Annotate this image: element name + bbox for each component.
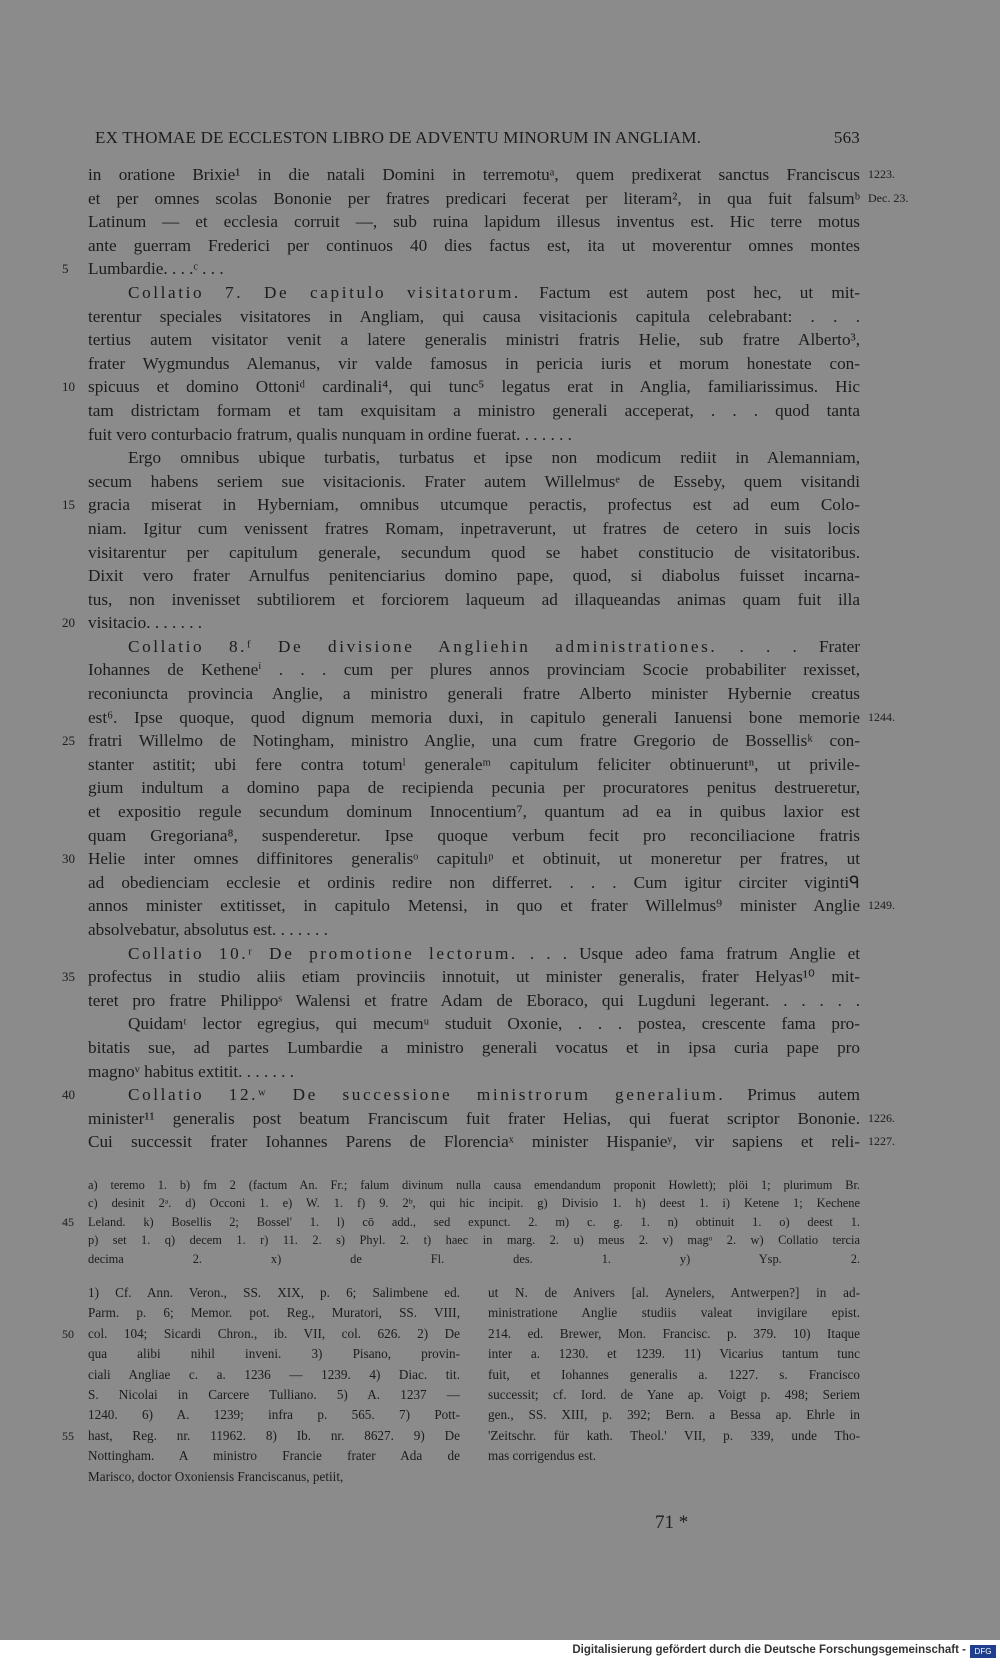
note-line — [88, 1385, 460, 1405]
dfg-logo: DFG — [970, 1645, 996, 1658]
line-text: mas corrigendus est. — [488, 1448, 597, 1464]
text-line — [88, 328, 860, 352]
text-line — [88, 635, 860, 659]
sheet-signature: 71 * — [655, 1512, 689, 1533]
text-line — [88, 1012, 860, 1036]
margin-date: 1226. — [868, 1110, 895, 1125]
line-text: ad obedienciam ecclesie et ordinis redire non differret. . . . Cum igitur circiter vigintiᑫ — [88, 872, 860, 892]
text-line — [88, 942, 860, 966]
line-text: spicuus et domino Ottoniᵈ cardinali⁴, qui tunc⁵ legatus erat in Anglia, familiarissimus. Hic — [88, 377, 860, 397]
line-text: tam districtam formam et tam exquisitam a ministro generali acceperat, . . . quod tanta — [88, 400, 860, 420]
apparatus-line — [88, 1250, 860, 1268]
line-number: 15 — [62, 497, 75, 513]
text-line — [88, 541, 860, 565]
line-text: stanter astitit; ubi fere contra totumˡ generaleᵐ capitulum feliciter obtinueruntⁿ, ut privile- — [88, 754, 860, 774]
text-line — [88, 163, 895, 187]
line-text: annos minister extitisset, in capitulo Metensi, in quo et frater Willelmus⁹ minister Anglie — [88, 896, 860, 916]
line-text: Nottingham. A ministro Francie frater Ada de — [88, 1448, 460, 1464]
line-text: minister¹¹ generalis post beatum Franciscum fuit frater Helias, qui fuerat scriptor Bononie. — [88, 1108, 860, 1128]
line-number: 25 — [62, 733, 75, 749]
text-line — [62, 257, 860, 281]
line-text: bitatis sue, ad partes Lumbardie a ministro generali vocatus et in ipsa curia pape pro — [88, 1037, 860, 1057]
apparatus-line — [62, 1213, 860, 1231]
text-line — [88, 894, 895, 918]
line-text: Iohannes de Ketheneⁱ . . . cum per plures annos provinciam Scocie probabiliter rexisset, — [88, 660, 860, 680]
line-text: quam Gregoriana⁸, suspenderetur. Ipse quoque verbum fecit pro reconciliacione fratris — [88, 825, 860, 845]
line-text: col. 104; Sicardi Chron., ib. VII, col. 626. 2) De — [88, 1325, 460, 1341]
section-heading: Collatio 8.ᶠ De divisione Angliehin administrationes. — [128, 636, 718, 656]
note-line — [88, 1344, 460, 1364]
line-number: 40 — [62, 1087, 75, 1103]
line-text: visitarentur per capitulum generale, secundum quod se habet constitucio de visitatoribus. — [88, 542, 860, 562]
line-text: qua alibi nihil inveni. 3) Pisano, provin- — [88, 1346, 460, 1362]
text-line — [62, 847, 860, 871]
text-line — [88, 423, 860, 447]
text-line — [88, 1107, 895, 1131]
line-number: 35 — [62, 969, 75, 985]
line-text: tertius autem visitator venit a latere generalis ministri fratris Helie, sub fratre Alberto³, — [88, 330, 860, 350]
line-number: 5 — [62, 261, 69, 277]
note-line — [488, 1405, 860, 1425]
line-number: 45 — [62, 1214, 74, 1229]
note-line — [88, 1303, 460, 1323]
line-text: Latinum — et ecclesia corruit —, sub ruina lapidum illesus inventus est. Hic terre motus — [88, 212, 860, 232]
line-text: gen., SS. XIII, p. 392; Bern. a Bessa ap. Ehrle in — [488, 1407, 860, 1423]
text-line — [88, 800, 860, 824]
line-text: visitacio. . . . . . . — [88, 613, 203, 633]
text-line — [88, 871, 860, 895]
notes-right-column — [488, 1283, 860, 1467]
text-line — [88, 776, 860, 800]
line-text: Marisco, doctor Oxoniensis Franciscanus, petiit, — [88, 1468, 344, 1484]
line-text: teret pro fratre Philippoˢ Walensi et fratre Adam de Eboraco, qui Lugduni legerant. . . . . . — [88, 990, 860, 1010]
note-line — [488, 1324, 860, 1344]
note-line — [488, 1344, 860, 1364]
text-line — [88, 305, 860, 329]
line-text: frater Wygmundus Alemanus, vir valde famosus in pericia iuris et morum honestate con- — [88, 353, 860, 373]
margin-date: 1223. — [868, 167, 895, 181]
section-heading: Collatio 10.ʳ De promotione lectorum. — [128, 943, 518, 963]
line-text: Cui successit frater Iohannes Parens de Florenciaˣ minister Hispanieʸ, vir sapiens et reli- — [88, 1132, 860, 1152]
note-line — [488, 1283, 860, 1303]
line-text: gracia miserat in Hyberniam, omnibus utcumque peractis, profectus est ad eum Colo- — [88, 495, 860, 515]
line-text: a) teremo 1. b) fm 2 (factum An. Fr.; falum divinum nulla causa emendandum proponit Howlett); plöi 1; plurimum Br. — [88, 1178, 860, 1192]
credit-text: Digitalisierung gefördert durch die Deutsche Forschungsgemeinschaft - — [572, 1644, 966, 1656]
line-number: 20 — [62, 615, 75, 631]
note-line — [88, 1365, 460, 1385]
line-text: fuit, et Iohannes generalis a. 1227. s. Francisco — [488, 1366, 860, 1382]
apparatus-line — [88, 1176, 860, 1194]
line-text: 214. ed. Brewer, Mon. Francisc. p. 379. 10) Itaque — [488, 1325, 860, 1341]
text-line — [88, 824, 860, 848]
text-line — [88, 210, 860, 234]
line-text: . . . Usque adeo fama fratrum Anglie et — [517, 943, 861, 963]
text-line — [62, 493, 860, 517]
text-line — [88, 352, 860, 376]
text-line — [88, 682, 860, 706]
digitization-credit — [0, 1640, 1000, 1664]
text-line — [88, 1036, 860, 1060]
line-text: magnoᵛ habitus extitit. . . . . . . — [88, 1061, 295, 1081]
line-text: Helie inter omnes diffinitores generalisᵒ capitulıᵖ et obtinuit, ut moneretur per fratres, ut — [88, 849, 860, 869]
line-text: hast, Reg. nr. 11962. 8) Ib. nr. 8627. 9) De — [88, 1427, 460, 1443]
margin-date: 1244. — [868, 709, 895, 724]
line-text: ante guerram Frederici per continuos 40 dies factus est, ita ut moverentur omnes montes — [88, 235, 860, 255]
line-number: 30 — [62, 851, 75, 867]
note-line — [488, 1385, 860, 1405]
note-line — [488, 1446, 860, 1466]
line-text: inter a. 1230. et 1239. 11) Vicarius tantum tunc — [488, 1346, 860, 1362]
note-line — [488, 1365, 860, 1385]
note-line — [488, 1303, 860, 1323]
line-text: Primus autem — [725, 1085, 860, 1105]
text-line — [88, 234, 860, 258]
line-text: fuit vero conturbacio fratrum, qualis nunquam in ordine fuerat. . . . . . . — [88, 424, 572, 444]
line-text: ministratione Anglie studiis valeat invigilare epist. — [488, 1305, 860, 1321]
page-number: 563 — [833, 128, 860, 147]
line-number: 50 — [62, 1326, 74, 1341]
text-line — [88, 989, 860, 1013]
line-text: est⁶. Ipse quoque, quod dignum memoria duxi, in capitulo generali Ianuensi bone memorie — [88, 707, 860, 727]
note-line — [62, 1426, 460, 1446]
text-line — [88, 918, 860, 942]
line-text: niam. Igitur cum venissent fratres Romam, inpetraverunt, ut fratres de cetero in suis locis — [88, 518, 860, 538]
line-text: p) set 1. q) decem 1. r) 11. 2. s) Phyl. 2. t) haec in marg. 2. u) meus 2. v) magᵒ 2. w) Collatio tercia — [88, 1233, 860, 1248]
header-title: EX THOMAE DE ECCLESTON LIBRO DE ADVENTU MINORUM IN ANGLIAM. — [95, 128, 702, 147]
line-text: tus, non invenisset subtiliorem et forciorem laqueum ad illaqueandas animas quam fuit illa — [88, 589, 860, 609]
line-text: 1240. 6) A. 1239; infra p. 565. 7) Pott- — [88, 1407, 460, 1423]
line-text: successit; cf. Iord. de Yane ap. Voigt p. 498; Seriem — [488, 1387, 860, 1403]
text-line — [88, 564, 860, 588]
margin-date: 1249. — [868, 898, 895, 913]
main-text — [62, 163, 909, 1154]
text-line — [62, 611, 860, 635]
text-line — [88, 706, 895, 730]
line-text: . . . Frater — [717, 636, 860, 656]
line-text: Dixit vero frater Arnulfus penitenciarius domino pape, quod, si diabolus fuisset incarna- — [88, 566, 860, 586]
line-text: c) desinit 2ᵃ. d) Occoni 1. e) W. 1. f) 9. 2ᵇ, qui hic incipit. g) Divisio 1. h) deest 1. i) Ketene 1; Kechene — [88, 1196, 860, 1211]
note-line — [88, 1405, 460, 1425]
line-number: 10 — [62, 379, 75, 395]
line-text: decima 2. x) de Fl. des. 1. y) Ysp. 2. — [88, 1251, 860, 1266]
line-text: fratri Willelmo de Notingham, ministro Anglie, una cum fratre Gregorio de Bossellisᵏ con- — [88, 731, 860, 751]
text-line — [88, 281, 860, 305]
apparatus-line — [88, 1231, 860, 1249]
text-line — [88, 588, 860, 612]
line-text: Quidamᵗ lector egregius, qui mecumᵘ studuit Oxonie, . . . postea, crescente fama pro- — [128, 1014, 860, 1034]
line-text: terentur speciales visitatores in Angliam, qui causa visitacionis capitula celebrabant: . . . — [88, 306, 860, 326]
text-line — [62, 375, 860, 399]
line-text: Parm. p. 6; Memor. pot. Reg., Muratori, SS. VIII, — [88, 1305, 460, 1321]
line-text: secum habens seriem sue visitacionis. Frater autem Willelmusᵉ de Esseby, quem visitandi — [88, 471, 860, 491]
text-line — [88, 1130, 895, 1154]
line-text: 1) Cf. Ann. Veron., SS. XIX, p. 6; Salimbene ed. — [88, 1285, 460, 1300]
text-line — [88, 399, 860, 423]
line-text: ciali Angliae c. a. 1236 — 1239. 4) Diac. tit. — [88, 1366, 460, 1382]
note-line — [88, 1446, 460, 1466]
note-line — [488, 1426, 860, 1446]
text-line — [62, 729, 860, 753]
note-line — [88, 1467, 460, 1487]
text-line — [88, 658, 860, 682]
line-text: Factum est autem post hec, ut mit- — [520, 282, 860, 302]
text-line — [88, 470, 860, 494]
line-text: Ergo omnibus ubique turbatis, turbatus et ipse non modicum rediit in Alemanniam, — [128, 448, 860, 468]
text-line — [88, 446, 860, 470]
text-line — [88, 517, 860, 541]
text-line — [88, 1060, 860, 1084]
apparatus-line — [88, 1194, 860, 1212]
margin-date: 1227. — [868, 1134, 895, 1149]
text-line — [88, 753, 860, 777]
line-text: absolvebatur, absolutus est. . . . . . . — [88, 920, 328, 939]
line-text: profectus in studio aliis etiam provinciis innotuit, ut minister generalis, frater Helyas¹⁰ mit- — [88, 967, 860, 987]
text-line — [62, 965, 860, 989]
line-text: Lumbardie. . . .ᶜ . . . — [88, 259, 224, 279]
line-text: in oratione Brixie¹ in die natali Domini in terremotuᵃ, quem predixerat sanctus Franciscus — [88, 165, 860, 184]
line-text: Leland. k) Bosellis 2; Bossel' 1. l) cō add., sed expunct. 2. m) c. g. 1. n) obtinuit 1. o) deest 1. — [88, 1214, 860, 1229]
section-heading: Collatio 12.ʷ De successione ministrorum generalium. — [128, 1085, 726, 1105]
note-line — [88, 1283, 460, 1303]
line-number: 55 — [62, 1428, 74, 1443]
section-heading: Collatio 7. De capitulo visitatorum. — [128, 282, 521, 302]
text-line — [88, 187, 909, 211]
line-text: et expositio regule secundum dominum Innocentium⁷, quantum ad ea in quibus laxior est — [88, 802, 860, 822]
line-text: 'Zeitschr. für kath. Theol.' VII, p. 339, unde Tho- — [488, 1427, 860, 1443]
line-text: et per omnes scolas Bononie per fratres predicari fecerat per literam², in qua fuit falsumᵇ — [88, 188, 860, 208]
line-text: ut N. de Anivers [al. Aynelers, Antwerpen?] in ad- — [488, 1285, 860, 1300]
notes-left-column — [62, 1283, 460, 1487]
critical-apparatus — [62, 1176, 860, 1268]
line-text: gium indultum a domino papa de recipienda pecunia per procuratores penitus destrueretur, — [88, 778, 860, 798]
margin-date: Dec. 23. — [868, 190, 909, 205]
note-line — [62, 1324, 460, 1344]
line-text: S. Nicolai in Carcere Tulliano. 5) A. 1237 — — [88, 1387, 460, 1403]
text-line — [62, 1083, 860, 1107]
line-text: reconiuncta provincia Anglie, a ministro generali fratre Alberto minister Hybernie creatus — [88, 684, 860, 704]
